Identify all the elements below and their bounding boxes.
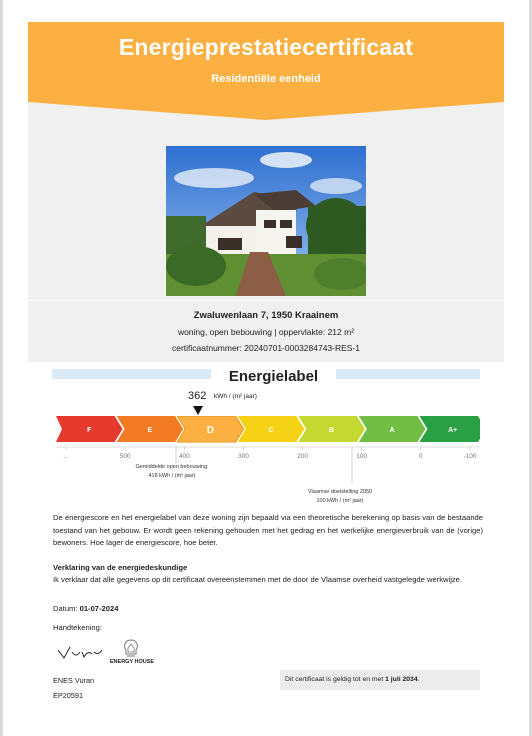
scale-tick-label: 500 bbox=[119, 453, 131, 460]
scale-tick-label: 400 bbox=[178, 453, 190, 460]
energy-score-unit: kWh / (m² jaar) bbox=[214, 393, 257, 400]
property-details: woning, open bebouwing | oppervlakte: 212 m² bbox=[177, 327, 355, 337]
target-note-line-1: Vlaamse doelstelling 2050 bbox=[307, 489, 373, 495]
validity-date: 1 juli 2034 bbox=[385, 676, 418, 683]
average-note-line-2: 418 kWh / (m² jaar) bbox=[148, 473, 196, 479]
declaration-date bbox=[53, 603, 483, 616]
energy-band-a bbox=[359, 416, 426, 442]
property-address: Zwaluwenlaan 7, 1950 Kraainem bbox=[193, 310, 339, 321]
energy-band-a-plus bbox=[419, 416, 480, 442]
energy-band-label: A bbox=[389, 427, 395, 434]
page-subtitle: Residentiële eenheid bbox=[211, 73, 321, 85]
scale-tick-label: 0 bbox=[419, 453, 423, 460]
energylabel-bar-left bbox=[52, 369, 211, 379]
explanation-text: De energiescore en het energielabel van deze woning zijn bepaald via een theoretische berekening op basis van de bestaande toestand van het gebouw. Er wordt geen rekening gehouden met het gedrag en het werkelijke energieverbruik van de (vorige) bewoners. Hoe lager de energiescore, hoe beter. bbox=[53, 513, 483, 547]
expert-code: EP20591 bbox=[53, 691, 84, 700]
validity-suffix: . bbox=[417, 676, 420, 683]
energy-band-label: F bbox=[87, 427, 92, 434]
energy-band-e bbox=[117, 416, 184, 442]
score-pointer-icon bbox=[193, 406, 203, 415]
energy-band-label: B bbox=[329, 427, 335, 434]
expert-name: ENES Vuran bbox=[53, 676, 95, 685]
energylabel-heading: Energielabel bbox=[228, 368, 319, 385]
energy-label-scale bbox=[56, 416, 480, 506]
energy-band-label: C bbox=[268, 427, 274, 434]
signature bbox=[56, 644, 104, 667]
signature-label: Handtekening: bbox=[53, 623, 102, 632]
energy-score-value: 362 bbox=[188, 390, 207, 402]
energy-band-label: E bbox=[147, 427, 153, 434]
energy-band-label: D bbox=[206, 425, 215, 436]
energy-band-d bbox=[177, 416, 244, 442]
page-title: Energieprestatiecertificaat bbox=[118, 34, 414, 60]
average-note-line-1: Gemiddelde open bebouwing: bbox=[135, 464, 209, 470]
scale-tick-label: 100 bbox=[356, 453, 368, 460]
scale-tick-label: 300 bbox=[237, 453, 249, 460]
energy-band-label: A+ bbox=[448, 427, 458, 434]
energy-band-c bbox=[238, 416, 305, 442]
certificate-number: certificaatnummer: 20240701-0003284743-RES-1 bbox=[171, 343, 361, 353]
declaration-text: Ik verklaar dat alle gegevens op dit certificaat overeenstemmen met de door de Vlaamse overheid vastgelegde werkwijze. bbox=[53, 575, 463, 584]
logo-text: ENERGY HOUSE bbox=[109, 659, 155, 665]
energylabel-bar-right bbox=[336, 369, 480, 379]
page-edge-left bbox=[0, 0, 3, 736]
house-photo bbox=[166, 146, 366, 296]
scale-tick-label: 200 bbox=[297, 453, 309, 460]
date-value: 01-07-2024 bbox=[79, 604, 119, 613]
date-label: Datum: bbox=[53, 604, 78, 613]
scale-tick-label: -100 bbox=[463, 453, 477, 460]
energy-band-b bbox=[298, 416, 365, 442]
validity-box bbox=[280, 670, 480, 690]
scale-tick-label: ... bbox=[63, 453, 69, 460]
energy-house-logo-icon bbox=[106, 638, 156, 670]
validity-prefix: Dit certificaat is geldig tot en met bbox=[285, 676, 384, 683]
declaration-heading: Verklaring van de energiedeskundige bbox=[53, 563, 188, 572]
energy-band-f bbox=[56, 416, 123, 442]
address-divider bbox=[28, 300, 504, 301]
target-note-line-2: 100 kWh / (m² jaar) bbox=[316, 498, 364, 504]
